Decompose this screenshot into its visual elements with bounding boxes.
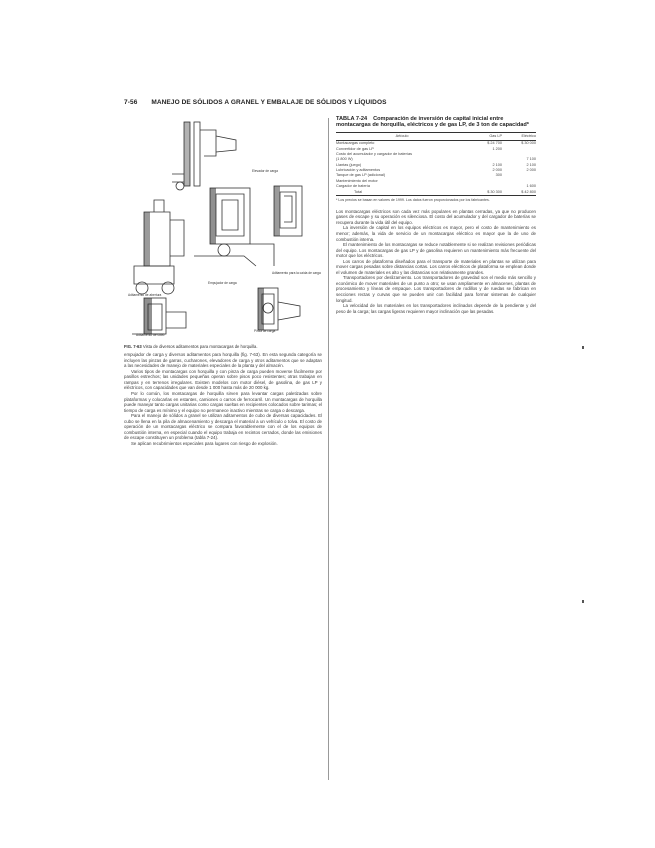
right-paragraph: La inversión de capital en los equipos eléctricos es mayor, pero el costo de mantenimiento es menor; además, la vida de servicio de un montacargas eléctrico es mayor que la de uno de combustión interna. bbox=[336, 225, 536, 242]
forklift-attachments-figure bbox=[124, 116, 322, 340]
row-item: Convertidor de gas LP bbox=[336, 146, 374, 151]
row-lp-value: 2 000 bbox=[492, 168, 502, 173]
scan-speck bbox=[582, 346, 584, 349]
table-number: TABLA 7-24 bbox=[336, 116, 368, 122]
column-header-item: Artículo bbox=[336, 132, 468, 140]
running-header bbox=[124, 99, 544, 106]
row-item: Lubricación y aditamentos bbox=[336, 168, 381, 173]
row-lp-value: $ 24 700 bbox=[487, 141, 502, 146]
row-lp-value: $ 30 300 bbox=[468, 189, 502, 195]
figure-caption-id: FIG. 7-63 bbox=[124, 344, 142, 349]
table-header-row bbox=[336, 132, 536, 140]
right-column bbox=[336, 116, 536, 314]
row-item: Cargador de batería bbox=[336, 184, 370, 189]
left-column bbox=[124, 116, 322, 447]
column-header-electric: Eléctrico bbox=[502, 132, 536, 140]
row-item: Costo del acumulador y cargador de baterías bbox=[336, 151, 412, 156]
right-paragraph: Los montacargas eléctricos son cada vez más populares en plantas cerradas, ya que no producen gases de escape y su operación es silenciosa. El costo del acumulador y del cargador de baterías se recupera durante la vida útil del equipo. bbox=[336, 208, 536, 225]
table-row bbox=[336, 189, 536, 195]
row-lp-value: 300 bbox=[495, 173, 502, 178]
row-item: Total bbox=[336, 189, 468, 195]
table-title-text: Comparación de inversión de capital inicial entre montacargas de horquilla, eléctricos y de gas LP, de 3 ton de capacidad* bbox=[336, 116, 529, 129]
row-item: Mantenimiento del motor bbox=[336, 178, 378, 183]
left-paragraph: empujador de carga y diversos aditamentos para horquilla (fig. 7-63). En esta segunda categoría se incluyen las pinzas de garras, cucharones, elevadores de carga y otros aditamentos que se adaptan a las necesidades de manejo de materiales especiales de la planta y del almacén. bbox=[124, 352, 322, 369]
row-electric-value: $ 30 000 bbox=[521, 141, 536, 146]
label-bucket-attachment: Aditamento de cubo bbox=[136, 333, 165, 337]
row-lp-value: 1 200 bbox=[492, 146, 502, 151]
row-electric-value: 1 600 bbox=[526, 184, 536, 189]
label-load-pusher: Empujador de carga bbox=[208, 281, 237, 285]
right-paragraph: El mantenimiento de los montacargas se reduce notablemente si se realizan revisiones periódicas del equipo. Los montacargas de gas LP y de gasolina requieren un mantenimiento más frecuente del motor que los eléctricos. bbox=[336, 242, 536, 259]
table-footnote: * Los precios se basan en valores de 1999. Los datos fueron proporcionados por los fabricantes. bbox=[336, 198, 490, 203]
row-item: Llantas (juego) bbox=[336, 162, 362, 167]
left-paragraph: Por lo común, los montacargas de horquilla sirven para levantar cargas paletizadas sobre plataformas y colocarlas en estantes, camiones o carros de ferrocarril. Un montacargas de horquilla puede manejar tanto cargas unitarias como cargas sueltas en recipientes colocados sobre tarimas; el tiempo de carga es mínimo y el equipo no permanece inactivo mientras se carga o descarga. bbox=[124, 391, 322, 413]
label-opener-attachment: Aditamento de abertura bbox=[128, 293, 162, 297]
forklift-attachments-drawing bbox=[124, 116, 322, 340]
page-number: 7-56 bbox=[124, 99, 138, 106]
table-title bbox=[336, 116, 536, 129]
row-electric-value: 2 100 bbox=[526, 162, 536, 167]
row-electric-value: 7 100 bbox=[526, 157, 536, 162]
label-load-elevator: Elevador de carga bbox=[252, 169, 278, 173]
right-paragraph: La velocidad de los materiales en los transportadores inclinados depende de la pendiente y del peso de la carga; las cargas ligeras requieren mayor inclinación que las pesadas. bbox=[336, 303, 536, 314]
row-item: Tanque de gas LP (adicional) bbox=[336, 173, 386, 178]
left-body-text bbox=[124, 352, 322, 446]
row-lp-value: 2 100 bbox=[492, 162, 502, 167]
row-electric-value: $ 42 800 bbox=[502, 189, 536, 195]
row-item: (1 800 W) bbox=[336, 157, 353, 162]
column-header-lp: Gas LP bbox=[468, 132, 502, 140]
figure-caption-text: Vista de diversos aditamentos para montacargas de horquilla. bbox=[142, 344, 258, 349]
investment-table bbox=[336, 132, 536, 196]
running-title: MANEJO DE SÓLIDOS A GRANEL Y EMBALAJE DE SÓLIDOS Y LÍQUIDOS bbox=[151, 99, 387, 106]
left-paragraph: Se aplican recubrimientos especiales para lugares con riesgo de explosión. bbox=[131, 440, 278, 446]
scan-speck bbox=[582, 600, 584, 603]
figure-caption bbox=[124, 344, 322, 349]
label-load-clamp: Pinza de carga bbox=[254, 329, 276, 333]
left-paragraph: Varios tipos de montacargas con horquilla y con pinza de carga pueden moverse fácilmente por pasillos estrechos; las unidades pequeñas operan sobre pisos poco resistentes; otras trabajan en rampas y en terrenos irregulares. Existen modelos con motor diésel, de gasolina, de gas LP y eléctricos, con capacidades que van desde 1 000 hasta más de 20 000 kg. bbox=[124, 368, 322, 391]
right-paragraph: Transportadores por deslizamiento. Los transportadores de gravedad son el medio más sencillo y económico de mover materiales de un punto a otro; se usan ampliamente en almacenes, plantas de procesamiento y líneas de empaque. Los transportadores de rodillos y de ruedas se fabrican en secciones rectas y curvas que se pueden unir con facilidad para formar sistemas de cualquier longitud. bbox=[336, 275, 536, 303]
label-load-drop: Aditamento para la caída de carga bbox=[272, 271, 321, 275]
column-divider bbox=[328, 118, 329, 780]
row-electric-value: 2 000 bbox=[526, 168, 536, 173]
right-paragraph: Los carros de plataforma diseñados para el transporte de materiales en plantas se utilizan para mover cargas pesadas sobre distancias cortas. Los carros eléctricos de plataforma se emplean donde el volumen de materiales es alto y las distancias son relativamente grandes. bbox=[336, 258, 536, 275]
left-paragraph: Para el manejo de sólidos a granel se utilizan aditamentos de cubo de diversas capacidades. El cubo se llena en la pila de almacenamiento y descarga el material a un vehículo o tolva. El costo de operación de un montacargas eléctrico se compara favorablemente con el de los equipos de combustión interna, en especial cuando el equipo trabaja en recintos cerrados, donde las emisiones de escape constituyen un problema (tabla 7-24). bbox=[124, 413, 322, 441]
row-item: Montacargas completo bbox=[336, 141, 375, 146]
right-body-text bbox=[336, 209, 536, 314]
